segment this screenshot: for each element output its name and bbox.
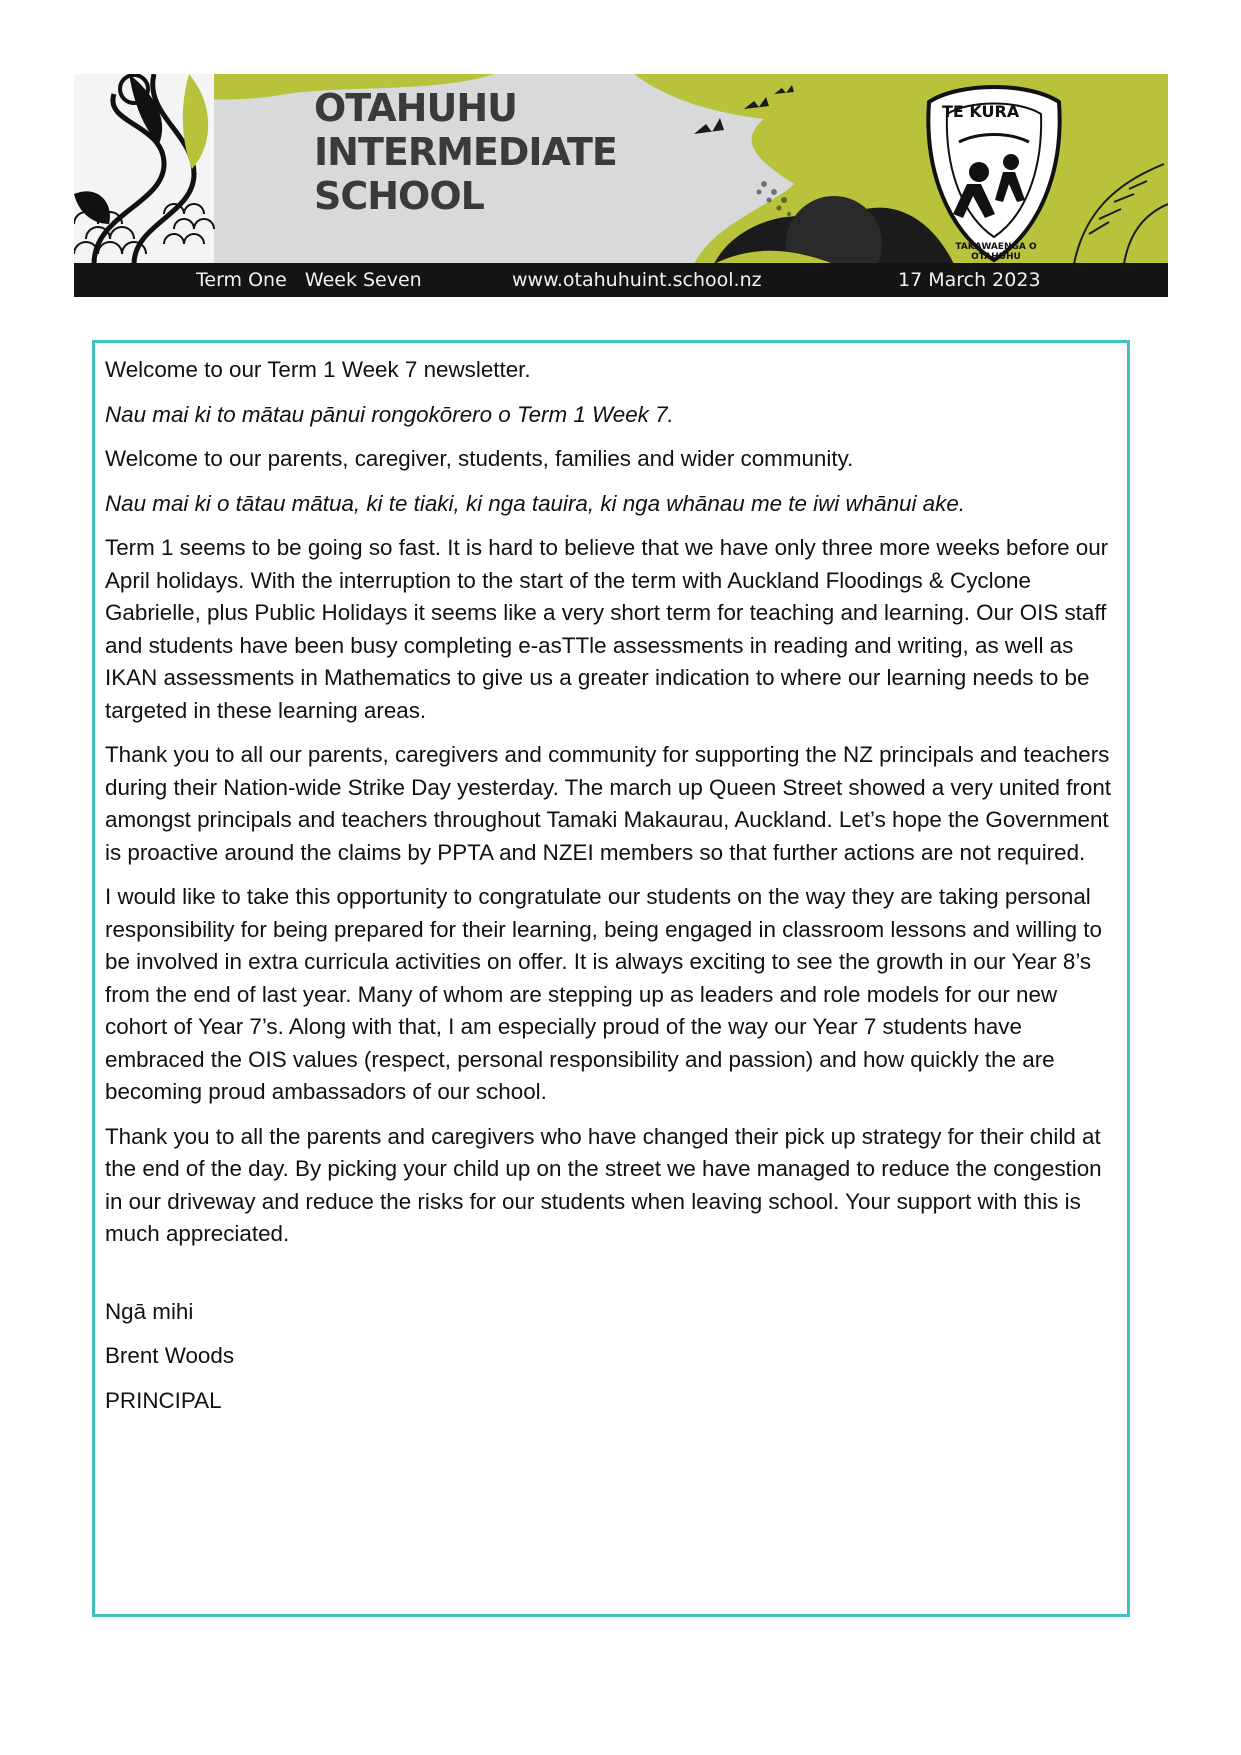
term-week: Term One Week Seven bbox=[196, 269, 422, 291]
issue-date: 17 March 2023 bbox=[898, 269, 1041, 291]
signatory-role: PRINCIPAL bbox=[105, 1387, 222, 1413]
paragraph-student-congrats: I would like to take this opportunity to congratulate our students on the way they are taking personal responsibility for being prepared for their learning, being engaged in classroom lessons and willing to be involved in extra curricula activities on offer. It is always exciting to see the growth in our Year 8’s from the end of last year. Many of whom are stepping up as leaders and role models for our new cohort of Year 7’s. Along with that, I am especially proud of the way our Year 7 students have embraced the OIS values (respect, personal responsibility and passion) and how quickly the are becoming proud ambassadors of our school. bbox=[105, 884, 1102, 1104]
school-name-line-3: SCHOOL bbox=[314, 174, 484, 218]
school-name-line-1: OTAHUHU bbox=[314, 86, 518, 130]
issue-info-bar bbox=[74, 263, 1168, 297]
paragraph-term-update: Term 1 seems to be going so fast. It is hard to believe that we have only three more weeks before our April holidays. With the interruption to the start of the term with Auckland Floodings & Cyclone Gabrielle, plus Public Holidays it seems like a very short term for teaching and learning. Our OIS staff and students have been busy completing e-asTTle assessments in reading and writing, as well as IKAN assessments in Mathematics to give us a greater indication to where our learning needs to be targeted in these learning areas. bbox=[105, 535, 1109, 723]
paragraph-pickup-strategy: Thank you to all the parents and caregivers who have changed their pick up strategy for their child at the end of the day. By picking your child up on the street we have managed to reduce the congestion in our driveway and reduce the risks for our students when leaving school. Your support with this is much appreciated. bbox=[105, 1123, 1102, 1246]
school-name-line-2: INTERMEDIATE bbox=[314, 130, 617, 174]
newsletter-banner bbox=[74, 74, 1168, 297]
crest-title: TE KURA bbox=[942, 102, 1020, 121]
paragraph-strike-day: Thank you to all our parents, caregivers and community for supporting the NZ principals and teachers during their Nation-wide Strike Day yesterday. The march up Queen Street showed a very united front amongst principals and teachers throughout Tamaki Makaurau, Auckland. Let’s hope the Government is proactive around the claims by PPTA and NZEI members so that further actions are not required. bbox=[105, 742, 1112, 865]
greeting-english: Welcome to our parents, caregiver, students, families and wider community. bbox=[105, 446, 854, 471]
greeting-maori: Nau mai ki o tātau mātua, ki te tiaki, ki nga tauira, ki nga whānau me te iwi whānui ake. bbox=[105, 490, 965, 516]
spacer bbox=[105, 1263, 1117, 1296]
signoff: Ngā mihi bbox=[105, 1298, 194, 1324]
welcome-maori: Nau mai ki to mātau pānui rongokōrero o Term 1 Week 7. bbox=[105, 401, 674, 427]
crest-ring-text: TAKAWAENGA O OTAHUHU bbox=[955, 242, 1037, 262]
welcome-english: Welcome to our Term 1 Week 7 newsletter. bbox=[105, 357, 531, 382]
signatory-name: Brent Woods bbox=[105, 1343, 235, 1368]
principal-letter bbox=[92, 340, 1130, 1617]
website-link[interactable]: www.otahuhuint.school.nz bbox=[512, 269, 762, 291]
school-name bbox=[314, 86, 617, 218]
